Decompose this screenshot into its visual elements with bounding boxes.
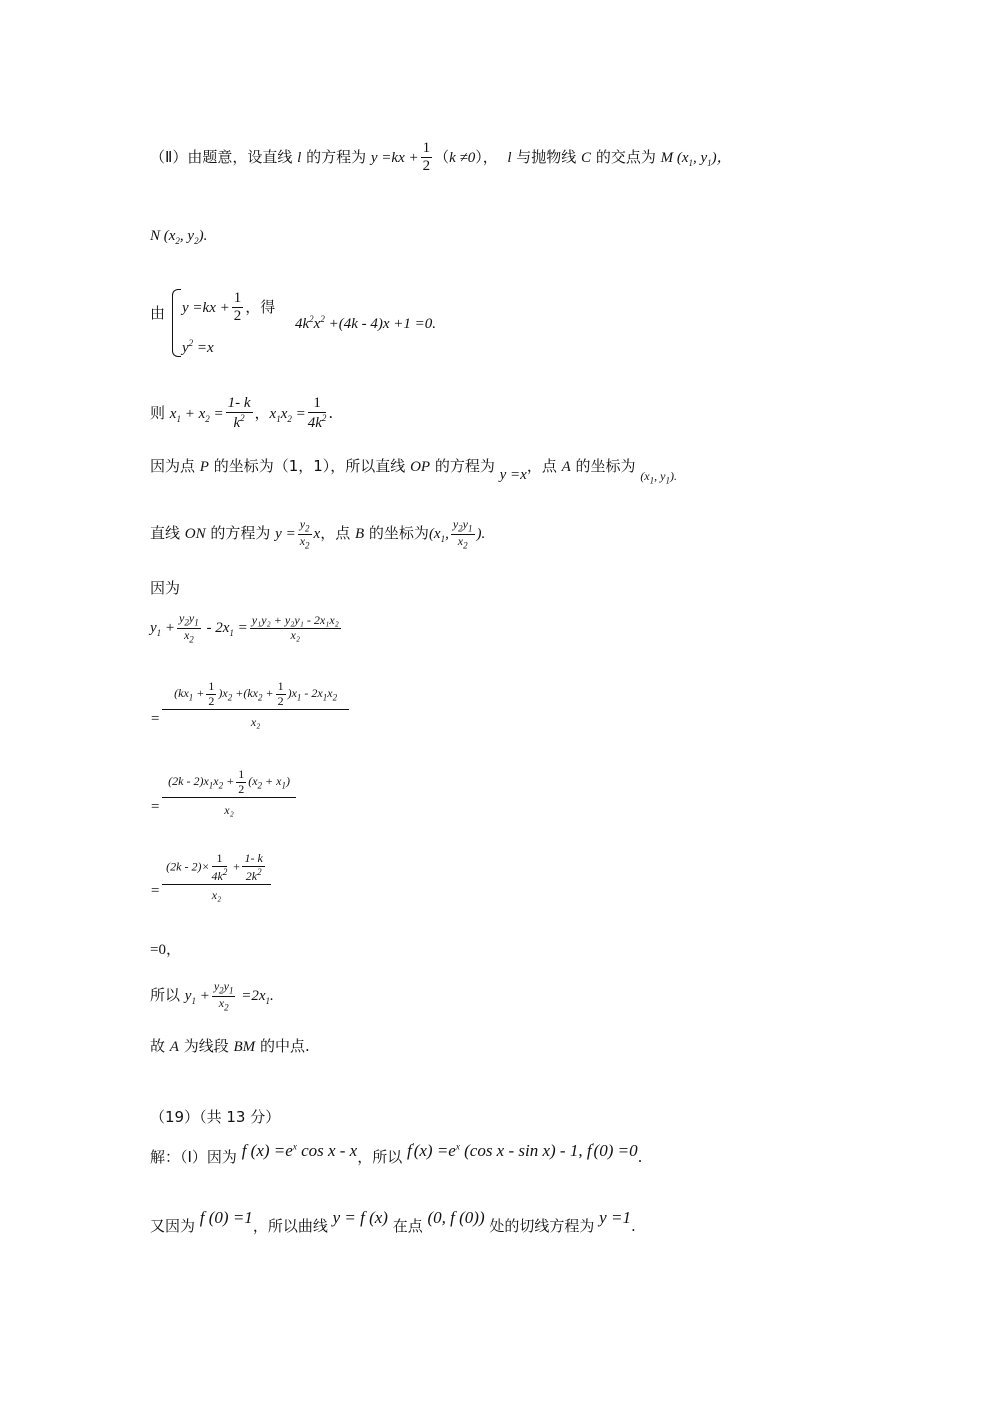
denominator <box>177 629 201 645</box>
text: 的方程为 <box>301 147 371 166</box>
sub: 2 <box>224 1002 229 1013</box>
text: 的中点. <box>255 1037 310 1055</box>
fraction <box>242 852 264 884</box>
sub: 1 <box>665 475 670 486</box>
sub: 1 <box>194 617 199 628</box>
m: y <box>452 517 459 531</box>
m: x <box>313 316 321 332</box>
denominator: 2 <box>277 693 284 708</box>
line-derivation-1 <box>150 612 343 644</box>
math: BM <box>233 1039 256 1055</box>
numerator: 1 <box>277 679 284 693</box>
fraction <box>212 852 228 884</box>
sub: 2 <box>205 413 210 424</box>
m: x <box>280 405 288 422</box>
fraction-half <box>276 680 286 709</box>
m: + x <box>180 405 206 422</box>
m: x <box>169 405 177 422</box>
math <box>170 406 224 422</box>
text: 的方程为 <box>205 524 276 543</box>
m: + <box>161 620 176 637</box>
math <box>150 620 176 639</box>
m: )， <box>711 149 732 166</box>
m: , y <box>693 149 708 166</box>
numerator <box>177 612 201 629</box>
m: ). <box>669 469 677 483</box>
math: B <box>354 526 365 543</box>
m: 4k <box>295 316 310 332</box>
text: 解：（Ⅰ）因为 <box>150 1148 242 1166</box>
sub: 2 <box>305 540 310 551</box>
fraction <box>212 980 236 1012</box>
m: +(4k - 4)x +1 =0 <box>324 316 433 332</box>
m: y <box>179 611 185 625</box>
text: （19）（共 13 分） <box>150 1108 281 1126</box>
text: 所以 <box>150 986 185 1005</box>
numerator <box>212 980 236 997</box>
sup: 2 <box>240 413 245 424</box>
fraction <box>162 768 296 817</box>
line-derivation-4 <box>150 852 273 902</box>
numerator: 1- k <box>244 851 263 865</box>
sup: 2 <box>320 314 325 324</box>
m: = <box>291 405 306 422</box>
text: 又因为 <box>150 1217 200 1235</box>
m: ) <box>285 774 290 789</box>
m: +(kx <box>232 686 258 701</box>
m: (x <box>248 774 258 789</box>
line-system-eq1 <box>182 290 275 326</box>
math <box>184 988 210 1007</box>
math: k ≠0 <box>449 149 476 166</box>
math: ON <box>184 526 206 543</box>
denominator: x₂ <box>290 627 301 642</box>
text: ，所以曲线 <box>252 1217 333 1235</box>
text: 的交点为 <box>591 147 661 166</box>
fraction <box>250 614 341 643</box>
text: 处的切线方程为 <box>484 1217 600 1235</box>
denominator <box>308 413 327 432</box>
text: 由 <box>150 304 166 322</box>
sup: x <box>292 1141 297 1152</box>
math <box>270 406 306 422</box>
math: C <box>581 149 592 166</box>
text: ，得 <box>245 297 276 316</box>
text: . <box>328 403 334 422</box>
m: )x <box>287 686 297 701</box>
sub: 2 <box>218 780 224 791</box>
m: x <box>213 774 219 789</box>
line-q19-tangent <box>150 1208 636 1236</box>
sup: ′ <box>591 1141 594 1152</box>
line-system-eq2 <box>182 338 214 357</box>
sub: 1 <box>281 780 286 791</box>
m: y <box>213 979 220 993</box>
m: , y <box>179 228 195 244</box>
math: y =1 <box>599 1208 631 1227</box>
fraction <box>308 395 327 433</box>
math <box>182 340 214 356</box>
sub: 1 <box>688 157 693 168</box>
sub: 1 <box>649 475 655 486</box>
m: (2k - 2)x <box>168 774 209 789</box>
line-midpoint <box>150 1035 310 1056</box>
denominator: 2 <box>238 781 245 796</box>
m: =x <box>193 340 214 356</box>
math: y =x <box>499 467 527 483</box>
sub: 2 <box>175 236 180 246</box>
sup: x <box>455 1141 460 1152</box>
numerator <box>162 852 271 885</box>
sub: 1 <box>276 413 281 424</box>
sub: 1 <box>707 157 712 168</box>
sup: ′ <box>411 1141 414 1152</box>
m: N (x <box>150 228 176 244</box>
system-brace <box>172 289 181 357</box>
m: (cos x - sin x) - 1, f <box>459 1141 592 1160</box>
m: (2k - 2)× <box>166 859 210 874</box>
math: l <box>507 149 512 166</box>
math: = <box>150 798 161 815</box>
sub: 1 <box>208 780 214 791</box>
fraction-half <box>206 680 216 709</box>
sub: 1 <box>191 996 196 1007</box>
line-q19-header <box>150 1106 280 1127</box>
fraction <box>226 395 253 433</box>
sub: 2 <box>189 634 194 645</box>
sup: 2 <box>309 314 314 324</box>
text: ）， <box>475 147 498 166</box>
m: , <box>445 526 449 543</box>
m: + <box>195 988 210 1005</box>
m: y <box>182 340 189 356</box>
math: y =kx + <box>182 299 230 316</box>
fraction <box>177 612 201 644</box>
m: x <box>299 533 306 548</box>
line-conclusion-eq <box>150 980 274 1012</box>
denominator: 2 <box>233 308 242 325</box>
sub: 1 <box>188 692 194 703</box>
text: （ <box>434 147 450 166</box>
m: (x) =e <box>413 1141 456 1160</box>
line-n-point <box>150 226 207 246</box>
numerator <box>162 680 349 710</box>
math: y =kx + <box>370 149 419 166</box>
text: . <box>637 1148 643 1166</box>
m: cos x - x <box>296 1141 358 1160</box>
text: 的坐标为 <box>570 457 641 475</box>
math: (0, f (0)) <box>427 1208 485 1227</box>
math <box>202 620 248 639</box>
m: + <box>262 686 274 701</box>
numerator: 1 <box>421 140 433 158</box>
math: =0， <box>150 942 181 958</box>
math <box>242 1141 358 1160</box>
m: (0) =0 <box>593 1141 638 1160</box>
text: 的坐标为 <box>364 524 429 543</box>
m: x <box>327 686 333 701</box>
m: + <box>229 859 241 874</box>
sup: 2 <box>257 866 262 877</box>
sub: 2 <box>227 692 233 703</box>
line-part-ii-setup <box>150 140 732 176</box>
m: (x <box>428 526 441 543</box>
denominator <box>298 535 312 551</box>
sub: 1 <box>265 996 271 1007</box>
math: f (0) =1 <box>199 1208 253 1227</box>
sub: 1 <box>468 523 473 534</box>
m: y <box>184 988 192 1005</box>
denominator: 2 <box>208 693 215 708</box>
m: + <box>193 686 205 701</box>
m: =2x <box>237 988 266 1005</box>
m: k <box>233 415 241 432</box>
denominator <box>242 867 264 884</box>
math <box>661 150 732 166</box>
text: ，点 <box>320 524 355 543</box>
line-system-you <box>150 302 165 323</box>
fraction <box>162 852 271 902</box>
m: y <box>188 611 195 625</box>
m: x <box>183 627 190 642</box>
math: = <box>150 883 161 900</box>
m: . <box>270 988 274 1005</box>
sub: 2 <box>332 692 338 703</box>
sub: 1 <box>156 628 162 639</box>
m: 4k <box>211 868 223 883</box>
numerator: 1 <box>208 679 215 693</box>
numerator <box>451 518 475 535</box>
sub: 1 <box>322 692 328 703</box>
line-because <box>150 577 180 598</box>
m: f <box>407 1141 412 1160</box>
m: (x <box>640 469 650 483</box>
text: 直线 <box>150 524 185 543</box>
text: 因为点 <box>150 457 200 475</box>
numerator <box>162 768 296 798</box>
sub: 2 <box>458 523 463 534</box>
fraction <box>162 680 349 729</box>
numerator: 1 <box>212 852 228 867</box>
sub: 1 <box>228 985 234 996</box>
m: + <box>223 774 235 789</box>
text: （Ⅱ）由题意，设直线 <box>150 147 298 166</box>
m: 2k <box>245 868 258 883</box>
m: x <box>457 533 464 548</box>
m: y <box>150 620 157 637</box>
math: l <box>297 149 302 166</box>
math: OP <box>410 459 431 475</box>
sub: 2 <box>287 413 292 424</box>
m: f (x) =e <box>241 1141 293 1160</box>
math <box>150 228 207 244</box>
m: - 2x <box>301 686 323 701</box>
fraction-half <box>232 290 244 326</box>
line-derivation-3 <box>150 768 298 817</box>
text: ，所以 <box>357 1148 408 1166</box>
sub: 2 <box>194 236 199 246</box>
text: 因为 <box>150 579 181 597</box>
math <box>237 988 274 1007</box>
line-op <box>150 455 677 486</box>
line-system-result <box>295 314 436 333</box>
fraction-half <box>421 140 433 176</box>
m: . <box>432 316 437 332</box>
fraction <box>451 518 475 550</box>
numerator: 1 <box>308 395 327 413</box>
line-derivation-2 <box>150 680 351 729</box>
numerator: 1- k <box>226 395 253 413</box>
math: y = f (x) <box>332 1208 388 1227</box>
m: y <box>223 979 229 993</box>
denominator: x₂ <box>250 714 261 729</box>
m: 4k <box>307 415 322 432</box>
m: , y <box>654 469 666 483</box>
numerator: 1 <box>232 290 244 308</box>
sub: 2 <box>463 540 468 551</box>
m: ). <box>198 228 208 244</box>
text: ， <box>254 403 270 422</box>
numerator: y₁y₂ + y₂y₁ - 2x₁x₂ <box>251 612 339 627</box>
sup: 2 <box>222 866 228 877</box>
math <box>407 1141 638 1160</box>
m: x <box>269 405 277 422</box>
denominator <box>226 413 253 432</box>
text: 故 <box>150 1037 170 1055</box>
sub: 2 <box>257 692 263 703</box>
line-vieta <box>150 395 333 433</box>
text: 则 <box>150 403 170 422</box>
math: = <box>150 710 161 727</box>
line-on <box>150 518 485 550</box>
m: = <box>233 620 248 637</box>
text: 的方程为 <box>430 457 500 475</box>
text: 的坐标为（1，1），所以直线 <box>208 457 411 475</box>
m: = <box>209 405 224 422</box>
denominator <box>212 997 236 1013</box>
denominator <box>212 867 228 884</box>
sub: 2 <box>257 780 263 791</box>
sup: 2 <box>321 413 327 424</box>
m: x <box>218 995 225 1010</box>
sub: 1 <box>296 692 302 703</box>
m: + x <box>262 774 282 789</box>
sub: 1 <box>440 534 446 545</box>
sup: 2 <box>188 338 194 348</box>
m: y <box>462 517 468 531</box>
math: P <box>199 459 209 475</box>
numerator: 1 <box>238 767 245 781</box>
denominator: 2 <box>422 158 431 175</box>
sub: 1 <box>176 413 181 424</box>
fraction <box>298 518 312 550</box>
m: (kx <box>174 686 189 701</box>
math <box>295 316 436 332</box>
m: y <box>299 517 306 531</box>
text: 为线段 <box>178 1037 234 1055</box>
sub: 2 <box>305 523 310 534</box>
math <box>428 526 449 545</box>
math: A <box>561 459 571 475</box>
math: y = <box>275 526 296 543</box>
numerator <box>298 518 312 535</box>
text: 在点 <box>387 1217 428 1235</box>
fraction-half <box>236 768 246 797</box>
denominator: x₂ <box>224 802 234 817</box>
sub: 2 <box>219 985 224 996</box>
sub: 1 <box>229 628 234 639</box>
math: x <box>313 526 321 543</box>
text: 与抛物线 <box>511 147 582 166</box>
line-q19-part-i <box>150 1141 643 1167</box>
sub: 2 <box>184 617 189 628</box>
line-zero <box>150 938 181 959</box>
text: ，点 <box>526 457 562 475</box>
m: M (x <box>660 149 689 166</box>
math: ). <box>476 526 486 543</box>
m: )x <box>218 686 228 701</box>
text: . <box>630 1217 636 1235</box>
math <box>640 469 677 486</box>
denominator: x₂ <box>211 887 222 902</box>
math: A <box>169 1039 179 1055</box>
denominator <box>451 535 475 551</box>
m: - 2x <box>202 620 230 637</box>
